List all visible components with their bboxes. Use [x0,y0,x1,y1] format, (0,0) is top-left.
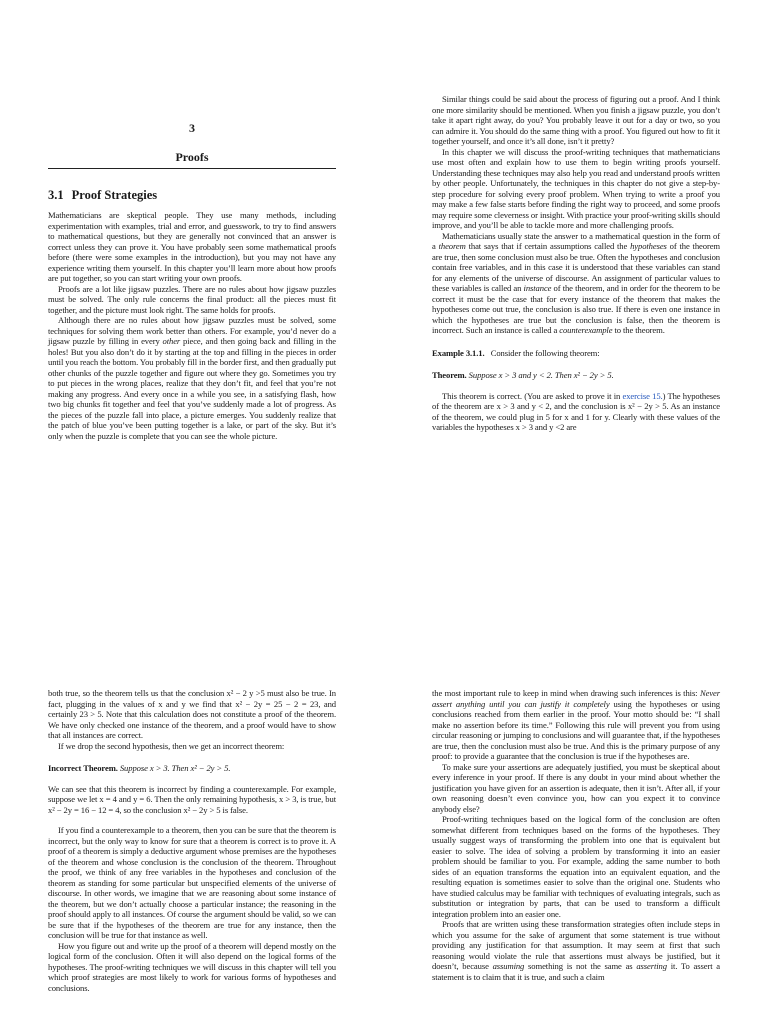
section-title: Proof Strategies [71,188,158,202]
paragraph: Proofs that are written using these transformation strategies often include steps in which you assume for the sake of argument that some statement is true without providing any justification for that assumption. It may seem at first that such reasoning would violate the rule that assertions must always be justified, but it doesn’t, because assuming something is not the same as asserting it. To assert a statement is to claim that it is true, and such a claim [432,919,721,982]
example-label: Example 3.1.1. [432,347,485,358]
section-number: 3.1 [48,188,64,202]
paragraph: In this chapter we will discuss the proof-writing techniques that mathematicians use most often and explain how to use them to begin writing proofs yourself. Understanding these techniques may also help you read and understand proofs written by other people. Unfortunately, the techniques in this chapter do not give a step-by-step procedure for solving every proof problem. When trying to write a proof you may make a few false starts before finding the right way to proceed, and some proofs may require some cleverness or insight. With practice your proof-writing skills should improve, and you’ll be able to tackle more and more challenging proofs. [432,146,720,230]
paragraph: To make sure your assertions are adequately justified, you must be skeptical about every inference in your proof. If there is any doubt in your mind about whether the justification you have given for an assertion is adequate, then it isn’t. After all, if your own reasoning doesn’t even convince you, how can you expect it to convince anybody else? [432,761,720,814]
paragraph: Mathematicians are skeptical people. They use many methods, including experimentation with examples, trial and error, and guesswork, to try to find answers to mathematical questions, but they are generally not convinced that an answer is correct unless they can prove it. You have probably seen some mathematical proofs before (there were some examples in the introduction), but you may not have any experience writing them yourself. In this chapter you’ll learn more about how proofs are put together, so you can start writing your own proofs. [48,210,336,283]
chapter-title: Proofs [175,150,209,164]
paragraph: How you figure out and write up the proof of a theorem will depend mostly on the logical form of the conclusion. Often it will also depend on the logical forms of the hypotheses. The proof-writing techniques we will discuss in this chapter will tell you which proof strategies are most likely to work for various forms of hypotheses and conclusions. [48,940,336,993]
incorrect-theorem-label: Incorrect Theorem. [48,763,118,773]
paragraph: both true, so the theorem tells us that the conclusion x² − 2 y >5 must also be true. In fact, plugging in the values of x and y we find that x² − 2y = 25 − 2 = 23, and certainly 23 > 5. Note that this calculation does not constitute a proof of the theorem. We have only checked one instance of the theorem, and a proof would have to show that all instances are correct. [48,688,336,740]
paragraph: We can see that this theorem is incorrect by finding a counterexample. For example, suppose we let x = 4 and y = 6. Then the only remaining hypothesis, x > 3, is true, but x² − 2y = 16 − 12 = 4, so the conclusion x² − 2y > 5 is false. [48,783,336,815]
chapter-rule [48,168,336,169]
column-top-right [432,94,720,433]
paragraph: If we drop the second hypothesis, then we get an incorrect theorem: [58,740,285,751]
column-bottom-right [432,688,720,982]
paragraph: Proof-writing techniques based on the logical form of the conclusion are often somewhat different from techniques based on the forms of the hypotheses. They usually suggest ways of transforming the problem into one that is equivalent but easier to solve. The idea of solving a problem by transforming it into an easier problem should be familiar to you. For example, adding the same number to both sides of an equation transforms the equation into an equivalent equation, and the resulting equation is sometimes easier to solve than the original one. Students who have studied calculus may be familiar with techniques of evaluating integrals, such as substitution or integration by parts, that can be used to transform a difficult integration problem into an easier one. [432,814,720,919]
paragraph: Mathematicians usually state the answer to a mathematical question in the form of a theorem that says that if certain assumptions called the hypotheses of the theorem are true, then some conclusion must also be true. Often the hypotheses and conclusion contain free variables, and in this case it is understood that these variables can stand for any elements of the universe of discourse. An assignment of particular values to these variables is called an instance of the theorem, and in order for the theorem to be correct it must be the case that for every instance of the theorem that makes the hypotheses come out true, the conclusion is also true. If there is even one instance in which the hypotheses are true but the conclusion is false, then the theorem is incorrect. Such an instance is called a counterexample to the theorem. [432,230,721,335]
example-heading: Example 3.1.1. Consider the following theorem: [432,347,600,358]
paragraph: This theorem is correct. (You are asked to prove it in exercise 15.) The hypotheses of the theorem are x > 3 and y < 2, and the conclusion is x² − 2y > 5. As an instance of the theorem, we could plug in 5 for x and 1 for y. Clearly with these values of the variables the hypotheses x > 3 and y <2 are [432,390,720,432]
paragraph: Although there are no rules about how jigsaw puzzles must be solved, some techniques for solving them work better than others. For example, you’d never do a jigsaw puzzle by filling in every other piece, and then going back and filling in the holes! But you also don’t do it by starting at the top and filling in the pieces in order until you reach the bottom. You probably fill in the border first, and then gradually put other chunks of the puzzle together and figure out where they go. Sometimes you try to put pieces in the wrong places, realize that they don’t fit, and feel that you’re not making any progress. And every once in a while you see, in a satisfying flash, how two big chunks fit together and feel that you’ve suddenly made a lot of progress. As the pieces of the puzzle fall into place, a picture emerges. You suddenly realize that the patch of blue you’ve been putting together is a lake, or part of the sky. But it’s only when the puzzle is complete that you can see the whole picture. [48,315,337,441]
paragraph: Similar things could be said about the process of figuring out a proof. And I think one more similarity should be mentioned. When you finish a jigsaw puzzle, you don’t take it apart right away, do you? You probably leave it out for a day or two, so you can admire it. You should do the same thing with a proof. You figured out how to fit it together yourself, and once it’s all done, isn’t it pretty? [432,94,720,146]
paragraph: Proofs are a lot like jigsaw puzzles. There are no rules about how jigsaw puzzles must be solved. The only rule concerns the final product: all the pieces must fit together, and the picture must look right. The same holds for proofs. [48,283,336,315]
column-top-left [48,210,336,441]
chapter-number: 3 [189,121,195,135]
section-heading [48,188,157,203]
theorem-label: Theorem. [432,370,467,380]
paragraph: the most important rule to keep in mind when drawing such inferences is this: Never assert anything until you can justify it completely using the hypotheses or using conclusions reached from them earlier in the proof. Your motto should be: “I shall make no assertion before its time.” Following this rule will prevent you from using circular reasoning or jumping to conclusions and will guarantee that, if the hypotheses are true, then the conclusion must also be true. And this is the primary purpose of any proof: to provide a guarantee that the conclusion is true if the hypotheses are. [432,688,720,761]
column-bottom-left [48,688,336,993]
theorem-statement: Theorem. Suppose x > 3 and y < 2. Then x² − 2y > 5. [432,370,614,380]
incorrect-theorem-statement: Incorrect Theorem. Suppose x > 3. Then x² − 2y > 5. [48,763,231,773]
exercise-link[interactable]: exercise 15. [622,390,663,401]
paragraph: If you find a counterexample to a theorem, then you can be sure that the theorem is incorrect, but the only way to know for sure that a theorem is correct is to prove it. A proof of a theorem is simply a deductive argument whose premises are the hypotheses of the theorem and whose conclusion is the conclusion of the theorem. Throughout the proof, we think of any free variables in the hypotheses and conclusion of the theorem as standing for some particular but unspecified elements of the universe of discourse. In other words, we imagine that we are reasoning about some instance of the theorem, but we don’t actually choose a particular instance; the reasoning in the proof should apply to all instances. Of course the argument should be valid, so we can be sure that if the hypotheses of the theorem are true for any instance, then the conclusion will be true for that instance as well. [48,825,336,940]
